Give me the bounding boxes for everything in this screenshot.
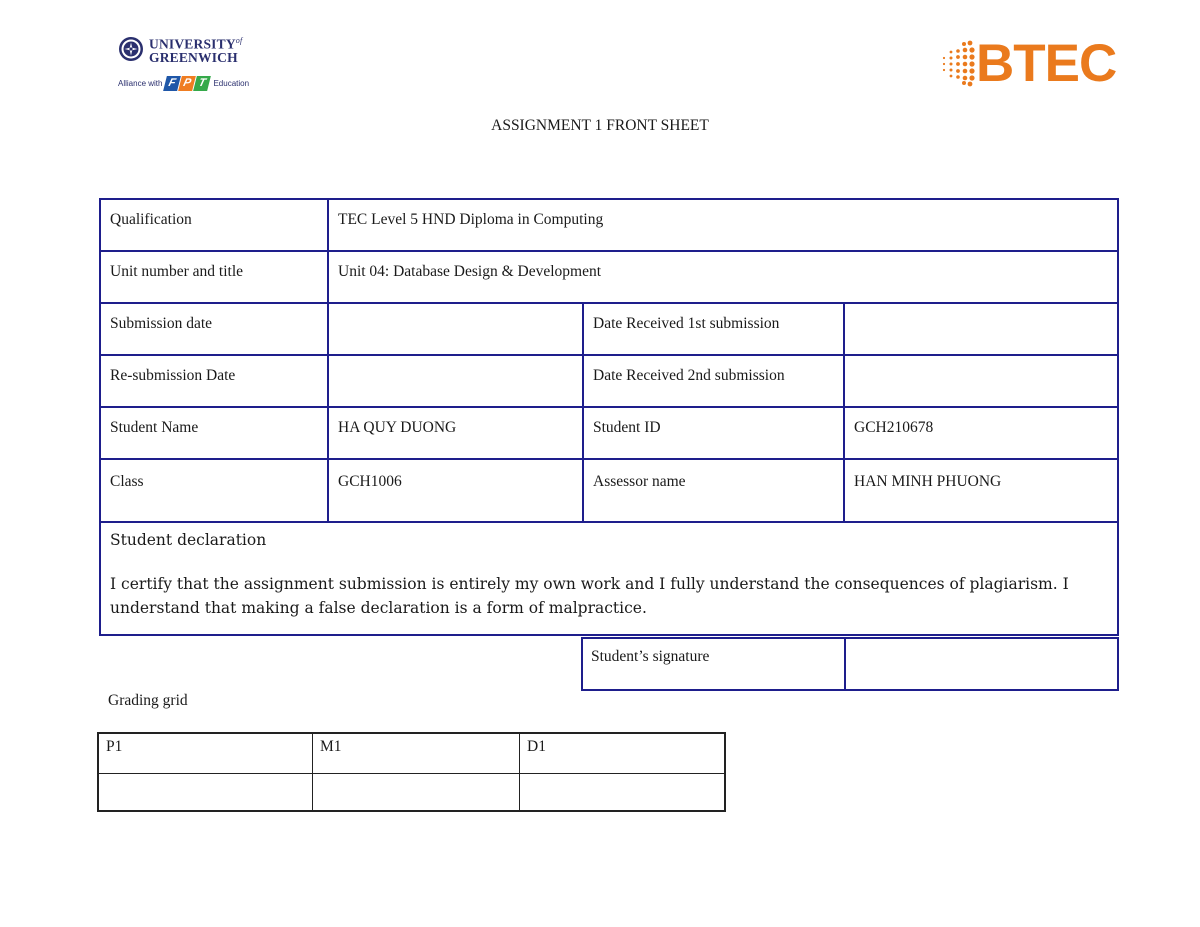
alliance-suffix: Education [213, 78, 250, 88]
student-id-value: GCH210678 [843, 408, 1117, 458]
class-value: GCH1006 [327, 460, 582, 521]
date-received-1-label: Date Received 1st submission [582, 304, 843, 354]
date-received-1-value [843, 304, 1117, 354]
resubmission-date-label: Re-submission Date [110, 367, 236, 384]
btec-wordmark: BTEC [976, 33, 1117, 93]
page-title: ASSIGNMENT 1 FRONT SHEET [491, 117, 709, 134]
signature-field[interactable] [844, 639, 1117, 689]
table-row-class [99, 458, 1119, 521]
grading-header-row [99, 734, 724, 773]
date-received-2-value [843, 356, 1117, 406]
grade-value-d1[interactable] [519, 774, 724, 812]
submission-date-value [327, 304, 582, 354]
table-row-resubmission [99, 354, 1119, 406]
university-seal-icon [118, 36, 144, 62]
table-row-qualification [99, 198, 1119, 250]
table-row-student [99, 406, 1119, 458]
front-sheet-table [99, 198, 1119, 636]
class-label: Class [110, 473, 144, 490]
student-id-label: Student ID [582, 408, 843, 458]
university-of-greenwich-logo [118, 34, 258, 96]
signature-row [581, 637, 1119, 691]
table-row-unit [99, 250, 1119, 302]
fpt-letter-t: T [194, 76, 212, 91]
table-row-declaration [99, 521, 1119, 636]
alliance-prefix: Alliance with [118, 78, 163, 88]
btec-dots-icon [938, 38, 978, 88]
grading-grid-label: Grading grid [108, 692, 188, 709]
grade-header-m1: M1 [312, 734, 519, 773]
student-name-label: Student Name [110, 419, 199, 436]
signature-label: Student’s signature [591, 648, 710, 665]
grading-grid-table [97, 732, 726, 812]
grade-header-p1: P1 [106, 738, 123, 755]
grade-value-m1[interactable] [312, 774, 519, 812]
student-name-value: HA QUY DUONG [327, 408, 582, 458]
declaration-text: I certify that the assignment submission is entirely my own work and I fully understand the consequences of plagiarism. I understand that making a false declaration is a form of malpractice. [110, 575, 1069, 617]
unit-value: Unit 04: Database Design & Development [327, 252, 1117, 302]
grade-value-p1[interactable] [99, 774, 312, 812]
resubmission-date-value [327, 356, 582, 406]
declaration-label: Student declaration [110, 531, 267, 549]
submission-date-label: Submission date [110, 315, 213, 332]
university-name: $UNIVERSITY^{of}$ GREENWICH [149, 36, 243, 65]
fpt-letter-p: P [179, 76, 197, 91]
qualification-label: Qualification [110, 211, 192, 228]
assessor-value: HAN MINH PHUONG [843, 460, 1117, 521]
grade-header-d1: D1 [519, 734, 724, 773]
table-row-submission [99, 302, 1119, 354]
fpt-alliance-logo [118, 76, 258, 91]
date-received-2-label: Date Received 2nd submission [582, 356, 843, 406]
grading-value-row [99, 773, 724, 812]
fpt-logo-icon [165, 76, 210, 91]
assessor-label: Assessor name [582, 460, 843, 521]
qualification-value: TEC Level 5 HND Diploma in Computing [327, 200, 1117, 250]
fpt-letter-f: F [164, 76, 182, 91]
unit-label: Unit number and title [110, 263, 244, 280]
btec-logo [938, 32, 1123, 94]
